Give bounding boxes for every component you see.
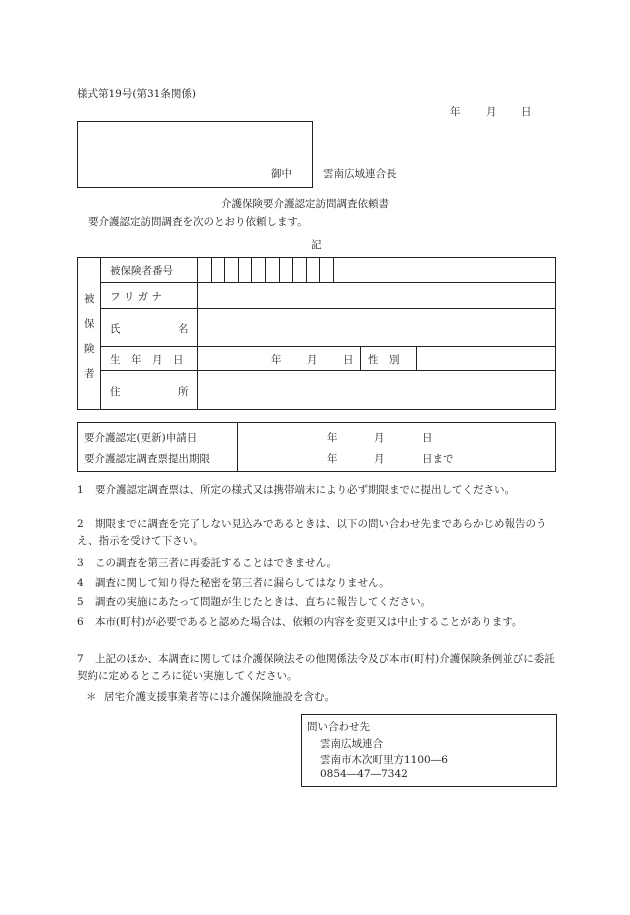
side-label-3: 険 bbox=[84, 343, 95, 355]
contact-address: 雲南市木次町里方1100―6 bbox=[320, 754, 448, 766]
date-month-label: 月 bbox=[486, 106, 497, 118]
digit-cell-divider bbox=[211, 257, 212, 282]
note-item bbox=[77, 614, 557, 631]
note-item bbox=[77, 651, 557, 685]
insured-number-label: 被保険者番号 bbox=[110, 265, 173, 277]
birth-year-label: 年 bbox=[271, 354, 282, 366]
gender-field[interactable] bbox=[417, 347, 555, 369]
date-day-label: 日 bbox=[521, 106, 532, 118]
digit-cell-divider bbox=[292, 257, 293, 282]
name-label-1: 氏 bbox=[110, 323, 121, 335]
note-number: ＊ bbox=[86, 691, 97, 703]
note-number: 7 bbox=[77, 653, 84, 665]
note-number: 5 bbox=[77, 596, 84, 608]
digit-cell-divider bbox=[251, 257, 252, 282]
document-title: 介護保険要介護認定訪問調査依頼書 bbox=[221, 198, 389, 210]
note-number: 2 bbox=[77, 518, 84, 530]
deadline-year: 年 bbox=[327, 453, 338, 465]
birth-month-label: 月 bbox=[307, 354, 318, 366]
sender-name: 雲南広域連合長 bbox=[323, 168, 397, 180]
note-text: 調査の実施にあたって問題が生じたときは、直ちに報告してください。 bbox=[95, 596, 431, 608]
form-number: 様式第19号(第31条関係) bbox=[77, 88, 196, 100]
contact-org: 雲南広域連合 bbox=[320, 738, 383, 750]
contact-phone: 0854―47―7342 bbox=[320, 768, 408, 780]
ki-label: 記 bbox=[311, 239, 322, 251]
note-item bbox=[77, 594, 557, 611]
note-number: 3 bbox=[77, 557, 84, 569]
note-text: 上記のほか、本調査に関しては介護保険法その他関係法令及び本市(町村)介護保険条例並びに委託契約に定めるところに従い実施してください。 bbox=[77, 653, 555, 682]
application-day: 日 bbox=[422, 432, 433, 444]
note-text: 調査に関して知り得た秘密を第三者に漏らしてはなりません。 bbox=[95, 577, 390, 589]
intro-text: 要介護認定訪問調査を次のとおり依頼します。 bbox=[88, 216, 308, 228]
note-number: 4 bbox=[77, 577, 84, 589]
note-number: 6 bbox=[77, 616, 84, 628]
address-label-1: 住 bbox=[110, 386, 121, 398]
digit-cell-divider bbox=[238, 257, 239, 282]
note-item bbox=[77, 555, 557, 572]
digit-cell-divider bbox=[319, 257, 320, 282]
furigana-label: フ リ ガ ナ bbox=[110, 291, 163, 303]
deadline-month: 月 bbox=[374, 453, 385, 465]
note-text: 本市(町村)が必要であると認めた場合は、依頼の内容を変更又は中止することがあります。 bbox=[95, 616, 523, 628]
date-year-label: 年 bbox=[450, 106, 461, 118]
recipient-suffix: 御中 bbox=[271, 168, 292, 180]
note-text: この調査を第三者に再委託することはできません。 bbox=[95, 557, 338, 569]
digit-cell-divider bbox=[265, 257, 266, 282]
note-number: 1 bbox=[77, 484, 84, 496]
application-year: 年 bbox=[327, 432, 338, 444]
note-item bbox=[77, 575, 557, 592]
digit-cell-divider bbox=[279, 257, 280, 282]
note-text: 要介護認定調査票は、所定の様式又は携帯端末により必ず期限までに提出してください。 bbox=[95, 484, 515, 496]
digit-cell-divider bbox=[224, 257, 225, 282]
note-text: 期限までに調査を完了しない見込みであるときは、以下の問い合わせ先まであらかじめ報告のうえ、指示を受けて下さい。 bbox=[77, 518, 547, 547]
digit-cell-divider bbox=[306, 257, 307, 282]
birth-day-label: 日 bbox=[343, 354, 354, 366]
deadline-day: 日まで bbox=[422, 453, 454, 465]
contact-heading: 問い合わせ先 bbox=[307, 721, 370, 733]
side-label-2: 保 bbox=[84, 318, 95, 330]
furigana-field[interactable] bbox=[198, 283, 555, 307]
side-label-1: 被 bbox=[84, 293, 95, 305]
name-label-2: 名 bbox=[178, 323, 189, 335]
address-label-2: 所 bbox=[178, 386, 189, 398]
gender-label: 性 別 bbox=[368, 354, 400, 366]
side-label-4: 者 bbox=[84, 368, 95, 380]
note-item bbox=[77, 516, 557, 550]
application-month: 月 bbox=[374, 432, 385, 444]
note-item bbox=[86, 689, 566, 706]
address-field[interactable] bbox=[198, 371, 555, 409]
note-item bbox=[77, 482, 557, 499]
application-date-label: 要介護認定(更新)申請日 bbox=[84, 432, 198, 444]
note-text: 居宅介護支援事業者等には介護保険施設を含む。 bbox=[104, 691, 335, 703]
name-field[interactable] bbox=[198, 309, 555, 345]
deadline-label: 要介護認定調査票提出期限 bbox=[84, 453, 210, 465]
birth-label: 生 年 月 日 bbox=[110, 354, 184, 366]
